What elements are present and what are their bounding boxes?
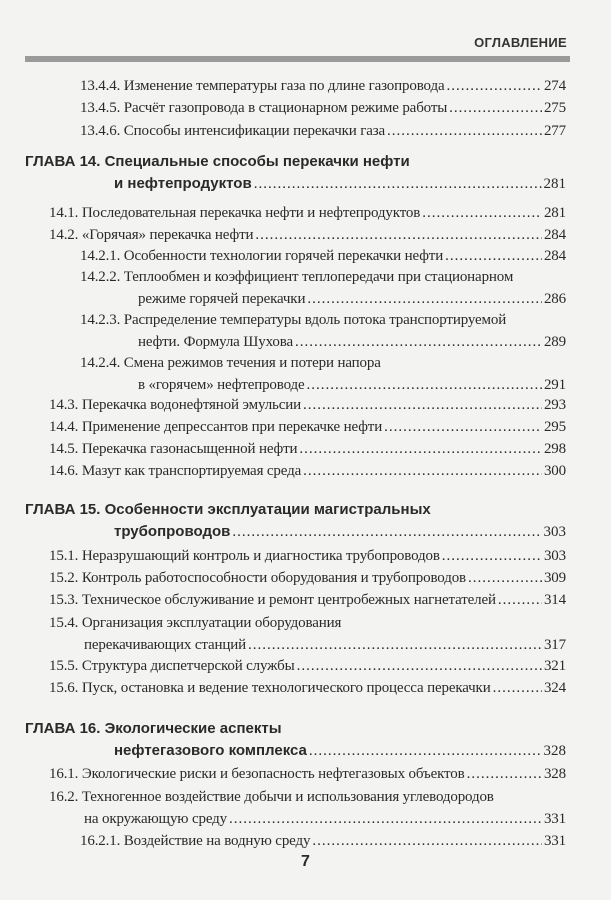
toc-entry-title: 13.4.5. Расчёт газопровода в стационарном режиме работы <box>80 100 448 116</box>
toc-entry-line <box>49 589 566 611</box>
toc-entry <box>49 545 566 567</box>
toc-entry-title: 14.2.3. Распределение температуры вдоль потока транспортируемой <box>80 312 507 328</box>
toc-entry-title: 15.2. Контроль работоспособности оборудования и трубопроводов <box>49 570 466 586</box>
toc-entry-title: и нефтепродуктов <box>114 175 252 192</box>
running-head: ОГЛАВЛЕНИЕ <box>474 35 567 50</box>
dot-leader <box>442 545 542 567</box>
toc-entry-title: 14.1. Последовательная перекачка нефти и нефтепродуктов <box>49 205 421 221</box>
toc-entry-title: 14.2.4. Смена режимов течения и потери напора <box>80 355 381 371</box>
toc-chapter-entry <box>25 499 566 543</box>
dot-leader <box>255 224 542 246</box>
dot-leader <box>248 634 542 656</box>
toc-entry-line <box>49 460 566 482</box>
toc-page-number: 309 <box>543 570 566 586</box>
dot-leader <box>422 202 542 224</box>
toc-entry-line <box>49 677 566 699</box>
toc-page-number: 331 <box>543 833 566 849</box>
toc-entry-line <box>49 655 566 677</box>
toc-entry-line <box>80 245 566 267</box>
toc-entry-title: 14.2.2. Теплообмен и коэффициент теплопередачи при стационарном <box>80 269 514 285</box>
toc-entry-title: 13.4.6. Способы интенсификации перекачки газа <box>80 123 386 139</box>
toc-entry-line <box>25 718 566 740</box>
toc-entry <box>80 120 566 142</box>
dot-leader <box>307 288 542 310</box>
toc-page-number: 328 <box>543 766 566 782</box>
toc-entry <box>49 202 566 224</box>
dot-leader <box>303 394 542 416</box>
toc-page-number: 289 <box>543 334 566 350</box>
toc-page-number: 303 <box>543 548 566 564</box>
toc-entry-title: перекачивающих станций <box>84 637 246 653</box>
toc-entry-line <box>80 97 566 119</box>
toc-page-number: 324 <box>543 680 566 696</box>
dot-leader <box>312 830 542 852</box>
toc-entry-line <box>80 75 566 97</box>
toc-entry <box>49 786 566 830</box>
toc-entry <box>49 416 566 438</box>
toc-entry-line <box>25 521 566 543</box>
dot-leader <box>445 245 542 267</box>
page-number: 7 <box>301 853 310 870</box>
toc-entry-line <box>80 374 566 396</box>
toc-entry-line <box>25 151 566 173</box>
toc-entry <box>49 224 566 246</box>
toc-entry-title: ГЛАВА 14. Специальные способы перекачки нефти <box>25 153 410 170</box>
toc-entry-line <box>80 120 566 142</box>
toc-entry-title: 16.2.1. Воздействие на водную среду <box>80 833 311 849</box>
toc-entry-title: 14.6. Мазут как транспортируемая среда <box>49 463 302 479</box>
toc-entry <box>49 394 566 416</box>
toc-entry-line <box>25 173 566 195</box>
toc-page-number: 281 <box>543 176 566 192</box>
dot-leader <box>387 120 542 142</box>
toc-entry-title: ГЛАВА 15. Особенности эксплуатации магистральных <box>25 501 431 518</box>
dot-leader <box>297 655 542 677</box>
toc-entry-title: 15.1. Неразрушающий контроль и диагностика трубопроводов <box>49 548 440 564</box>
dot-leader <box>498 589 542 611</box>
toc-entry <box>49 589 566 611</box>
toc-entry-line <box>80 830 566 852</box>
toc-entry-title: 15.3. Техническое обслуживание и ремонт центробежных нагнетателей <box>49 592 496 608</box>
toc-page-number: 293 <box>543 397 566 413</box>
header-rule <box>25 56 570 62</box>
toc-entry-line <box>49 567 566 589</box>
toc-page-number: 284 <box>543 227 566 243</box>
toc-entry-line <box>49 612 566 634</box>
toc-entry <box>80 75 566 97</box>
toc-page-number: 328 <box>543 743 566 759</box>
toc-entry-title: ГЛАВА 16. Экологические аспекты <box>25 720 282 737</box>
toc-entry <box>49 460 566 482</box>
toc-entry-title: 14.3. Перекачка водонефтяной эмульсии <box>49 397 301 413</box>
dot-leader <box>309 743 542 760</box>
toc-entry-title: трубопроводов <box>114 523 231 540</box>
toc-entry <box>49 763 566 785</box>
toc-entry-line <box>49 786 566 808</box>
toc-entry <box>80 245 566 267</box>
toc-entry-title: 15.5. Структура диспетчерской службы <box>49 658 295 674</box>
toc-entry <box>80 352 566 396</box>
toc-page-number: 300 <box>543 463 566 479</box>
toc-entry-line <box>49 224 566 246</box>
toc-entry <box>80 97 566 119</box>
toc-entry <box>49 612 566 656</box>
toc-page-number: 295 <box>543 419 566 435</box>
toc-page-number: 286 <box>543 291 566 307</box>
toc-entry <box>49 567 566 589</box>
toc-page-number: 277 <box>543 123 566 139</box>
toc-entry-line <box>25 740 566 762</box>
toc-entry-title: 15.4. Организация эксплуатации оборудования <box>49 615 342 631</box>
toc-entry-line <box>49 438 566 460</box>
toc-entry-title: 15.6. Пуск, остановка и ведение технологического процесса перекачки <box>49 680 491 696</box>
toc-page-number: 275 <box>543 100 566 116</box>
toc-entry-title: 13.4.4. Изменение температуры газа по длине газопровода <box>80 78 445 94</box>
toc-page-number: 303 <box>543 524 566 540</box>
toc-entry-line <box>49 763 566 785</box>
toc-page-number: 298 <box>543 441 566 457</box>
dot-leader <box>254 176 542 193</box>
toc-entry <box>80 266 566 310</box>
dot-leader <box>384 416 542 438</box>
toc-page-number: 317 <box>543 637 566 653</box>
toc-entry-line <box>80 352 566 374</box>
toc-entry <box>80 830 566 852</box>
toc-page-number: 321 <box>543 658 566 674</box>
toc-entry <box>49 438 566 460</box>
toc-entry <box>80 309 566 353</box>
toc-chapter-entry <box>25 151 566 195</box>
toc-entry-title: 14.4. Применение депрессантов при перекачке нефти <box>49 419 383 435</box>
toc-page-number: 291 <box>543 377 566 393</box>
toc-entry-title: нефти. Формула Шухова <box>138 334 293 350</box>
dot-leader <box>449 97 542 119</box>
toc-entry-line <box>49 545 566 567</box>
toc-entry-title: в «горячем» нефтепроводе <box>138 377 305 393</box>
toc-entry-title: нефтегазового комплекса <box>114 742 307 759</box>
toc-entry-title: 16.2. Техногенное воздействие добычи и использования углеводородов <box>49 789 494 805</box>
toc-page-number: 284 <box>543 248 566 264</box>
toc-page-number: 281 <box>543 205 566 221</box>
toc-entry-line <box>80 266 566 288</box>
toc-entry-line <box>80 288 566 310</box>
toc-entry-line <box>25 499 566 521</box>
dot-leader <box>299 438 542 460</box>
dot-leader <box>307 374 542 396</box>
dot-leader <box>303 460 542 482</box>
toc-entry-line <box>49 202 566 224</box>
toc-entry-line <box>80 331 566 353</box>
dot-leader <box>467 763 542 785</box>
toc-entry-title: режиме горячей перекачки <box>138 291 306 307</box>
toc-page-number: 274 <box>543 78 566 94</box>
toc-page-number: 331 <box>543 811 566 827</box>
toc-entry-title: 14.2. «Горячая» перекачка нефти <box>49 227 254 243</box>
dot-leader <box>232 524 541 541</box>
toc-entry-line <box>80 309 566 331</box>
toc-entry-title: 14.5. Перекачка газонасыщенной нефти <box>49 441 298 457</box>
toc-entry-line <box>49 634 566 656</box>
toc-chapter-entry <box>25 718 566 762</box>
dot-leader <box>493 677 542 699</box>
toc-entry <box>49 677 566 699</box>
dot-leader <box>229 808 542 830</box>
toc-entry-title: 16.1. Экологические риски и безопасность нефтегазовых объектов <box>49 766 465 782</box>
toc-entry-line <box>49 808 566 830</box>
dot-leader <box>295 331 542 353</box>
dot-leader <box>468 567 542 589</box>
toc-page-number: 314 <box>543 592 566 608</box>
toc-entry-line <box>49 416 566 438</box>
dot-leader <box>446 75 541 97</box>
toc-entry-title: 14.2.1. Особенности технологии горячей перекачки нефти <box>80 248 444 264</box>
toc-entry-title: на окружающую среду <box>84 811 227 827</box>
toc-entry <box>49 655 566 677</box>
toc-entry-line <box>49 394 566 416</box>
